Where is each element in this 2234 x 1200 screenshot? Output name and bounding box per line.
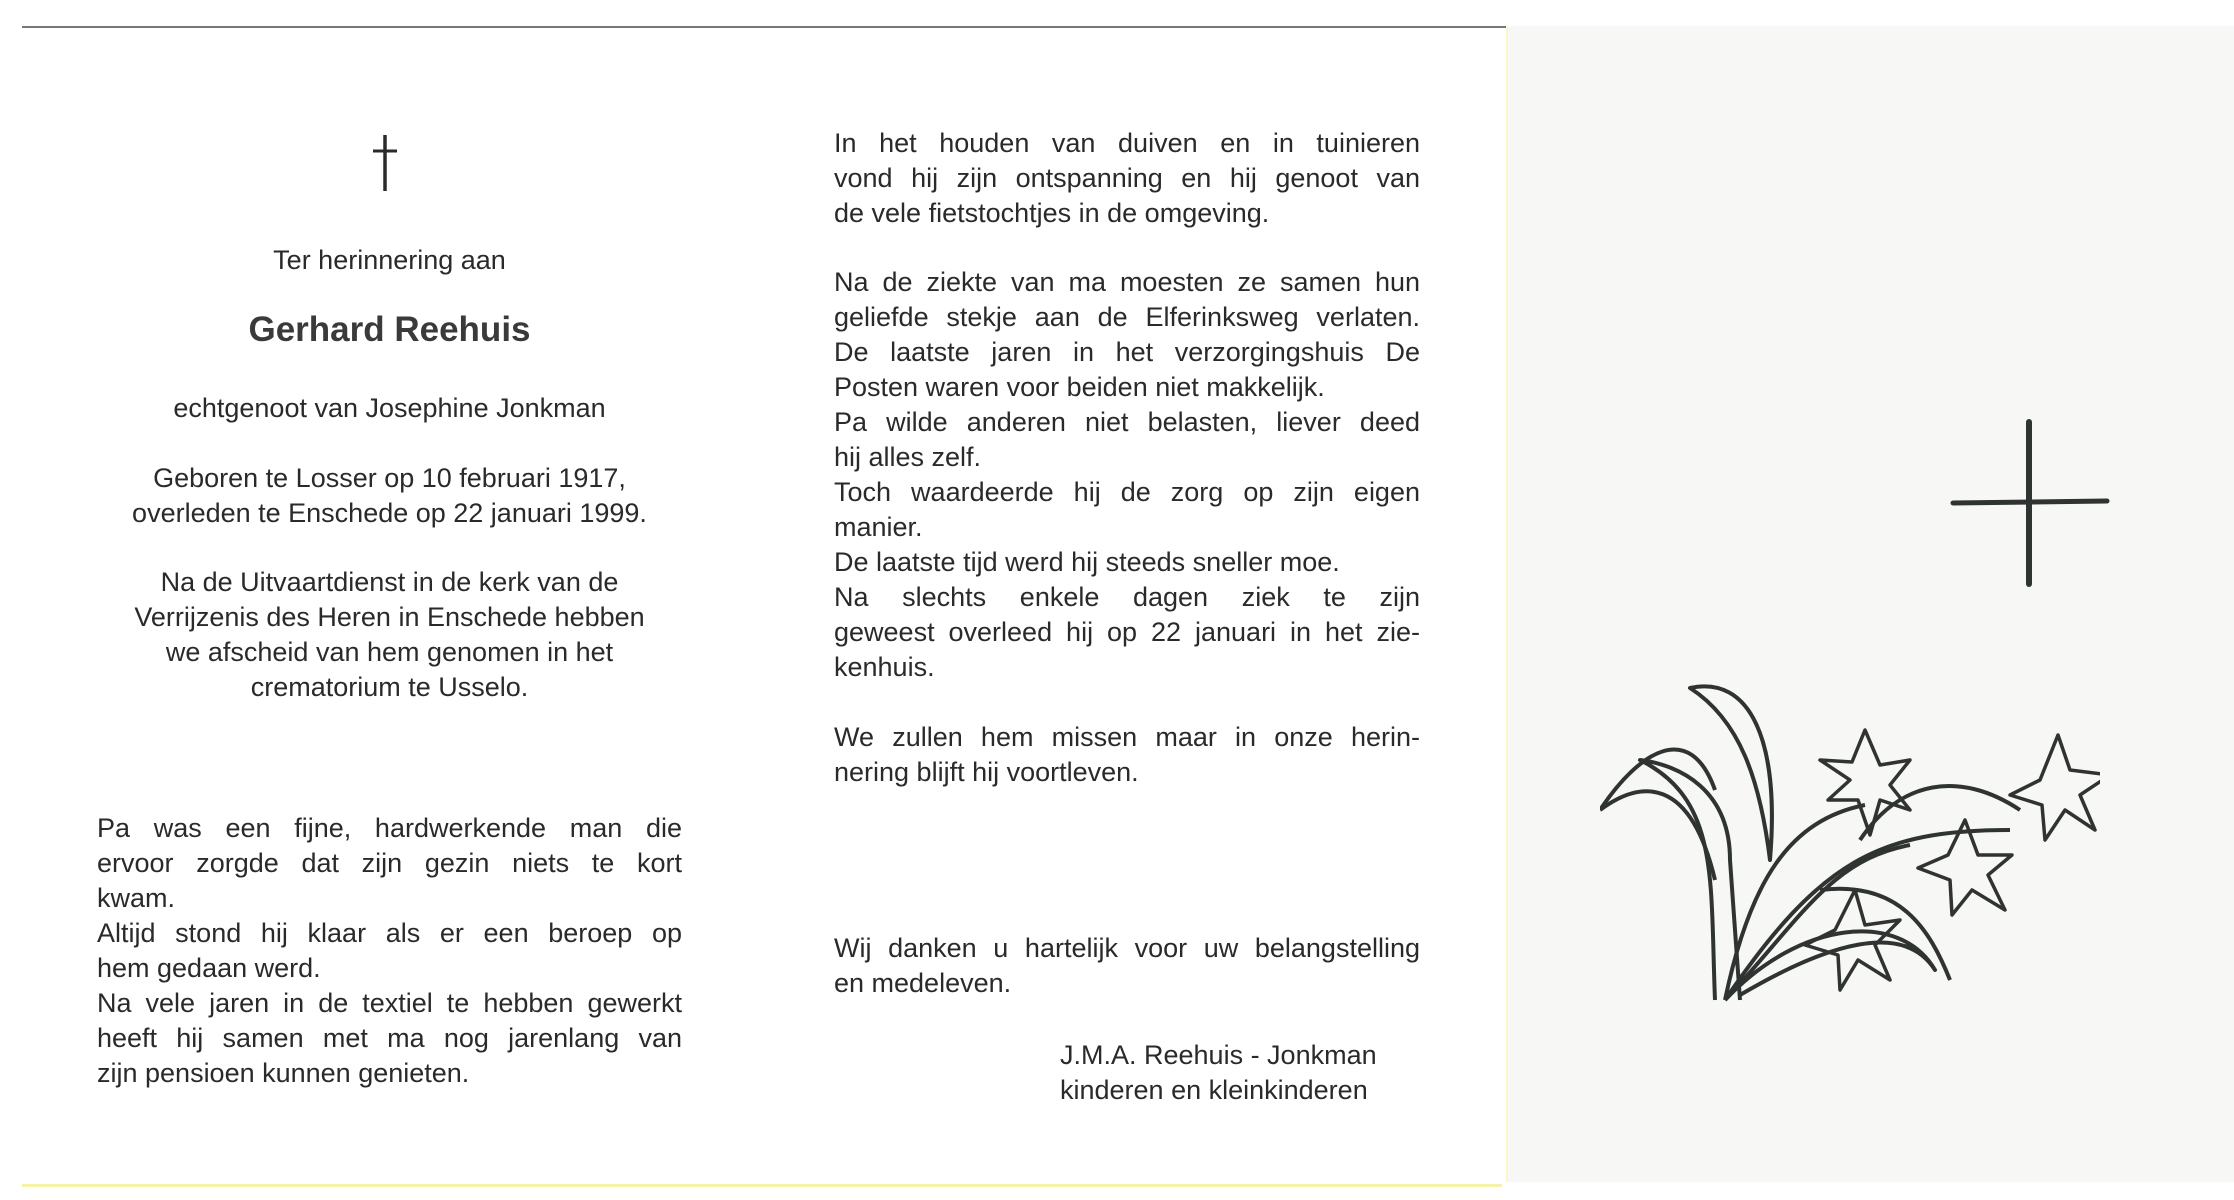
card-edge	[22, 1184, 1502, 1187]
spouse-text: echtgenoot van Josephine Jonkman	[173, 393, 606, 423]
text-line: geweest overleed hij op 22 januari in het zie-	[834, 617, 1420, 647]
text-line: Na slechts enkele dagen ziek te zijn	[834, 582, 1420, 612]
text-line: In het houden van duiven en in tuinieren	[834, 128, 1420, 158]
bio-text	[97, 811, 682, 1091]
text-line: De laatste tijd werd hij steeds sneller moe.	[834, 547, 1340, 577]
dates-text	[97, 461, 682, 531]
signature	[1060, 1038, 1440, 1108]
text-line: Toch waardeerde hij de zorg op zijn eigen	[834, 477, 1420, 507]
text-line: vond hij zijn ontspanning en hij genoot van	[834, 163, 1420, 193]
text-line: Na de Uitvaartdienst in de kerk van de	[160, 567, 619, 597]
remember-text	[834, 720, 1420, 790]
death-line: overleden te Enschede op 22 januari 1999.	[132, 498, 647, 528]
text-line: Verrijzenis des Heren in Enschede hebben	[134, 602, 645, 632]
text-line: manier.	[834, 512, 923, 542]
text-line: en medeleven.	[834, 968, 1012, 998]
text-line: zijn pensioen kunnen genieten.	[97, 1058, 470, 1088]
text-line: de vele fietstochtjes in de omgeving.	[834, 198, 1270, 228]
hobbies-text	[834, 126, 1420, 231]
intro-text: Ter herinnering aan	[273, 245, 506, 275]
text-line: De laatste jaren in het verzorgingshuis De	[834, 337, 1420, 367]
cover-cross-icon	[1950, 418, 2110, 588]
deceased-name: Gerhard Reehuis	[248, 310, 531, 349]
text-line: Posten waren voor beiden niet makkelijk.	[834, 372, 1325, 402]
text-line: Altijd stond hij klaar als er een beroep op	[97, 918, 682, 948]
signature-family: kinderen en kleinkinderen	[1060, 1075, 1368, 1105]
text-line: crematorium te Usselo.	[250, 672, 529, 702]
cross-icon	[372, 133, 398, 193]
text-line: Na de ziekte van ma moesten ze samen hun	[834, 267, 1420, 297]
text-line: Na vele jaren in de textiel te hebben gewerkt	[97, 988, 682, 1018]
text-line: Wij danken u hartelijk voor uw belangstelling	[834, 933, 1420, 963]
text-line: nering blijft hij voortleven.	[834, 757, 1139, 787]
birth-line: Geboren te Losser op 10 februari 1917,	[153, 463, 626, 493]
text-line: kenhuis.	[834, 652, 935, 682]
text-line: geliefde stekje aan de Elferinksweg verlaten.	[834, 302, 1420, 332]
text-line: heeft hij samen met ma nog jarenlang van	[97, 1023, 682, 1053]
text-line: We zullen hem missen maar in onze herin-	[834, 722, 1420, 752]
text-line: kwam.	[97, 883, 176, 913]
text-line: hem gedaan werd.	[97, 953, 321, 983]
text-line: ervoor zorgde dat zijn gezin niets te kort	[97, 848, 682, 878]
later-years-text	[834, 265, 1420, 685]
text-line: Pa wilde anderen niet belasten, liever deed	[834, 407, 1420, 437]
flower-illustration-icon	[1600, 680, 2100, 1020]
text-line: hij alles zelf.	[834, 442, 982, 472]
funeral-text	[97, 565, 682, 705]
text-line: we afscheid van hem genomen in het	[165, 637, 614, 667]
thanks-text	[834, 931, 1420, 1001]
signature-name: J.M.A. Reehuis - Jonkman	[1060, 1040, 1377, 1070]
text-line: Pa was een fijne, hardwerkende man die	[97, 813, 682, 843]
